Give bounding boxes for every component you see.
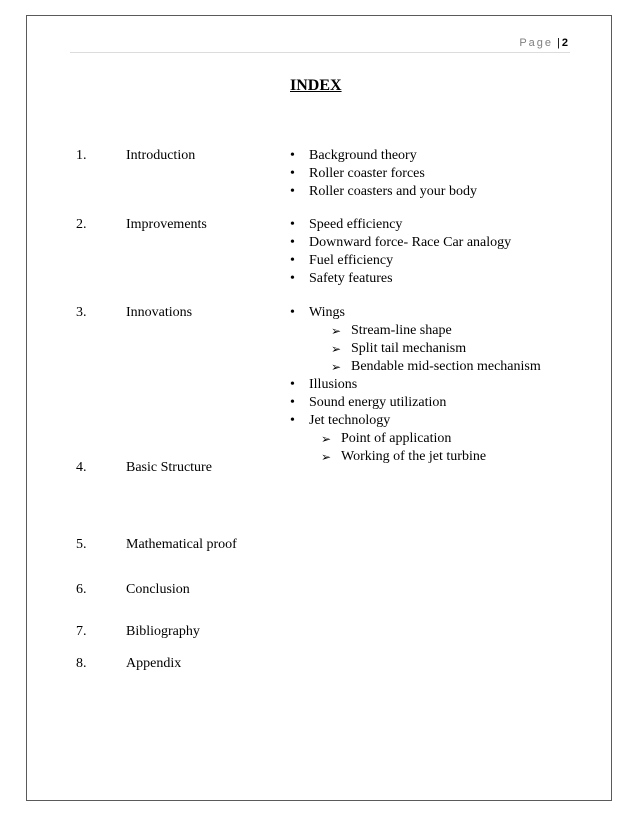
topic-item: • Background theory: [290, 147, 477, 165]
entry-number: 1.: [76, 148, 87, 163]
entry-number: 4.: [76, 460, 87, 475]
subtopic-item: ➢ Point of application: [321, 430, 541, 448]
subtopic-list: [321, 430, 541, 466]
entry-number: 8.: [76, 656, 87, 671]
entry-number: 7.: [76, 624, 87, 639]
topic-item: [290, 376, 541, 394]
subtopic-item: ➢ Working of the jet turbine: [321, 448, 541, 466]
entry-title: Innovations: [126, 305, 193, 320]
topic-item: • Fuel efficiency: [290, 252, 511, 270]
entry-number: 6.: [76, 582, 87, 597]
topic-item: [290, 412, 541, 466]
topic-item: • Downward force- Race Car analogy: [290, 234, 511, 252]
topic-label: Jet technology: [309, 413, 391, 428]
entry-number: 5.: [76, 537, 87, 552]
entry-title: Introduction: [126, 148, 196, 163]
entry-title: Mathematical proof: [126, 537, 237, 552]
entry-title: Improvements: [126, 217, 207, 232]
subtopic-item: ➢ Split tail mechanism: [331, 340, 541, 358]
entry-topics: [290, 147, 477, 201]
page-header: [519, 37, 568, 49]
topic-item: [290, 394, 541, 412]
page-number: 2: [561, 37, 568, 49]
entry-title: Bibliography: [126, 624, 200, 639]
entry-number: 3.: [76, 305, 87, 320]
entry-title: Basic Structure: [126, 460, 212, 475]
topic-label: Wings: [309, 305, 345, 320]
topic-item: [290, 304, 541, 376]
index-title: INDEX: [290, 77, 342, 94]
subtopic-item: ➢ Stream-line shape: [331, 322, 541, 340]
topic-item: • Roller coasters and your body: [290, 183, 477, 201]
topic-item: • Safety features: [290, 270, 511, 288]
entry-title: Conclusion: [126, 582, 190, 597]
entry-title: Appendix: [126, 656, 182, 671]
entry-topics: [290, 304, 541, 466]
entry-topics: [290, 216, 511, 288]
page-separator: |: [557, 37, 560, 49]
page-label: Page: [519, 37, 554, 49]
header-rule: [70, 52, 570, 53]
topic-item: • Roller coaster forces: [290, 165, 477, 183]
topic-label: Illusions: [309, 377, 358, 392]
subtopic-item: ➢ Bendable mid-section mechanism: [331, 358, 541, 376]
topic-item: • Speed efficiency: [290, 216, 511, 234]
subtopic-list: [331, 322, 541, 376]
entry-number: 2.: [76, 217, 87, 232]
topic-label: Sound energy utilization: [309, 395, 447, 410]
